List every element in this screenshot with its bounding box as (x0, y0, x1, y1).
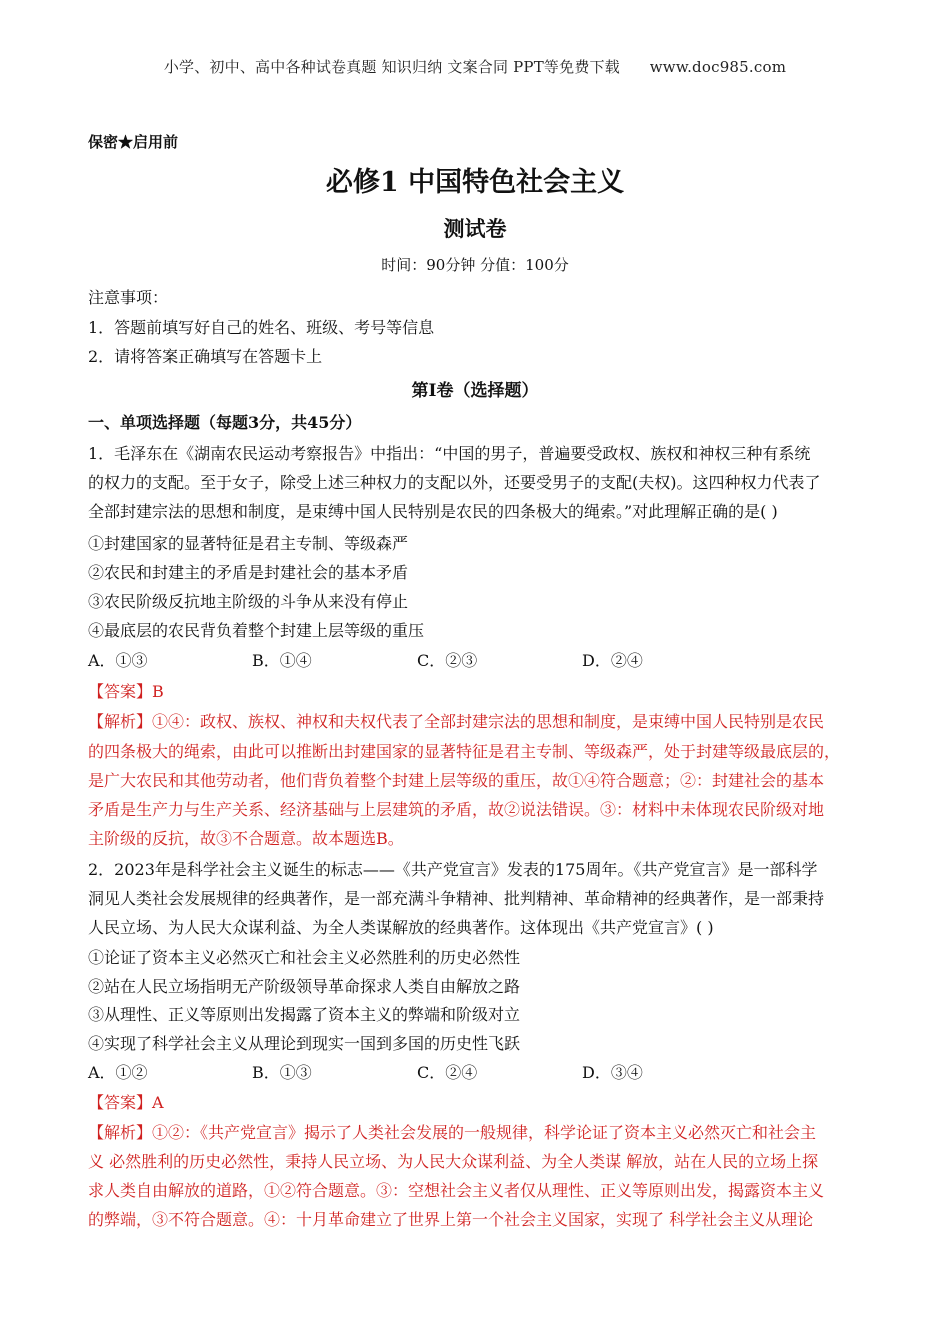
question-2-analysis-line: 【解析】①②：《共产党宣言》揭示了人类社会发展的一般规律，科学论证了资本主义必然灭亡和社会主 (88, 1123, 817, 1142)
question-2-stem-line: 人民立场、为人民大众谋利益、为全人类谋解放的经典著作。这体现出《共产党宣言》( ) (88, 918, 714, 937)
question-1-stem-line: 1．毛泽东在《湖南农民运动考察报告》中指出：“中国的男子，普遍要受政权、族权和神权三种有系统 (88, 444, 811, 463)
note-item: 1．答题前填写好自己的姓名、班级、考号等信息 (88, 318, 435, 337)
header-promo: 小学、初中、高中各种试卷真题 知识归纳 文案合同 PPT等免费下载 (163, 58, 620, 76)
question-2-option-c: C．②④ (417, 1063, 478, 1082)
question-1-statement: ②农民和封建主的矛盾是封建社会的基本矛盾 (88, 563, 409, 582)
question-1-analysis-line: 是广大农民和其他劳动者，他们背负着整个封建上层等级的重压，故①④符合题意；②：封建社会的基本 (88, 771, 825, 790)
doc-title: 必修1 中国特色社会主义 (325, 167, 625, 198)
question-1-option-d: D．②④ (582, 651, 643, 670)
question-1-analysis-line: 【解析】①④：政权、族权、神权和夫权代表了全部封建宗法的思想和制度，是束缚中国人民特别是农民 (88, 712, 825, 731)
question-1-analysis-line: 矛盾是生产力与生产关系、经济基础与上层建筑的矛盾，故②说法错误。③：材料中未体现农民阶级对地 (88, 800, 825, 819)
question-1-stem-line: 全部封建宗法的思想和制度，是束缚中国人民特别是农民的四条极大的绳索。”对此理解正确的是( ) (88, 502, 778, 521)
question-1-analysis-line: 的四条极大的绳索，由此可以推断出封建国家的显著特征是君主专制、等级森严，处于封建等级最底层的， (88, 742, 841, 761)
question-1-option-b: B．①④ (252, 651, 312, 670)
question-1-option-a: A．①③ (88, 651, 148, 670)
question-1-statement: ①封建国家的显著特征是君主专制、等级森严 (88, 534, 409, 553)
site-header (0, 56, 950, 77)
question-1-statement: ③农民阶级反抗地主阶级的斗争从来没有停止 (88, 592, 409, 611)
doc-subtitle: 测试卷 (443, 216, 507, 241)
question-2-answer: 【答案】A (88, 1093, 164, 1112)
question-1-analysis-line: 主阶级的反抗，故③不合题意。故本题选B。 (88, 829, 404, 848)
notes-title: 注意事项： (88, 288, 169, 307)
question-1-statement: ④最底层的农民背负着整个封建上层等级的重压 (88, 621, 425, 640)
question-2-stem-line: 洞见人类社会发展规律的经典著作，是一部充满斗争精神、批判精神、革命精神的经典著作，是一部秉持 (88, 889, 825, 908)
question-2-statement: ①论证了资本主义必然灭亡和社会主义必然胜利的历史必然性 (88, 948, 521, 967)
question-2-analysis-line: 义 必然胜利的历史必然性，秉持人民立场、为人民大众谋利益、为全人类谋 解放，站在人民的立场上探 (88, 1152, 819, 1171)
question-2-option-b: B．①③ (252, 1063, 312, 1082)
note-item: 2．请将答案正确填写在答题卡上 (88, 347, 323, 366)
time-score-info: 时间：90分钟 分值：100分 (381, 256, 569, 274)
question-1-stem-line: 的权力的支配。至于女子，除受上述三种权力的支配以外，还要受男子的支配(夫权)。这四种权力代表了 (88, 473, 821, 492)
question-2-stem-line: 2．2023年是科学社会主义诞生的标志——《共产党宣言》发表的175周年。《共产党宣言》是一部科学 (88, 860, 818, 879)
volume-title: 第I卷（选择题） (411, 381, 539, 401)
question-2-option-d: D．③④ (582, 1063, 643, 1082)
section-title: 一、单项选择题（每题3分，共45分） (88, 413, 362, 432)
question-2-option-a: A．①② (88, 1063, 148, 1082)
question-2-analysis-line: 的弊端，③不符合题意。④：十月革命建立了世界上第一个社会主义国家，实现了 科学社会主义从理论 (88, 1210, 814, 1229)
question-2-statement: ②站在人民立场指明无产阶级领导革命探求人类自由解放之路 (88, 977, 521, 996)
confidential-label: 保密★启用前 (88, 133, 179, 151)
question-2-analysis-line: 求人类自由解放的道路，①②符合题意。③：空想社会主义者仅从理性、正义等原则出发，揭露资本主义 (88, 1181, 825, 1200)
question-2-statement: ④实现了科学社会主义从理论到现实一国到多国的历史性飞跃 (88, 1034, 521, 1053)
question-1-option-c: C．②③ (417, 651, 478, 670)
question-1-answer: 【答案】B (88, 682, 164, 701)
header-url[interactable]: www.doc985.com (649, 58, 787, 76)
question-2-statement: ③从理性、正义等原则出发揭露了资本主义的弊端和阶级对立 (88, 1005, 521, 1024)
